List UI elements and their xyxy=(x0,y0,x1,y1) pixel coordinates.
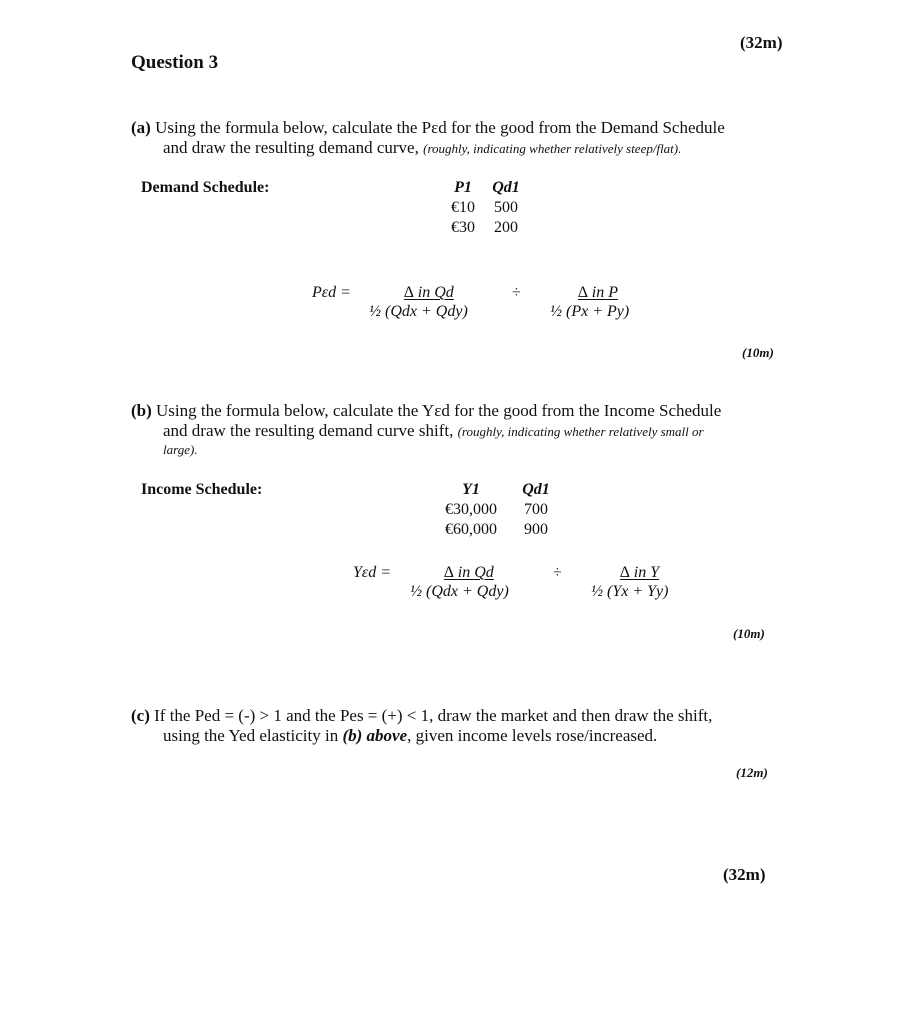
income-quantity-header: Qd1 xyxy=(522,481,550,498)
part-c-marks: (12m) xyxy=(736,765,768,780)
part-a-text1: Using the formula below, calculate the Pεd for the good from the Demand Schedule xyxy=(155,118,725,137)
part-c-text2-pre: using the Yed elasticity in xyxy=(163,726,339,745)
part-a-marks: (10m) xyxy=(742,345,774,360)
demand-price-2: €30 xyxy=(451,219,475,236)
income-value-2: €60,000 xyxy=(445,521,497,538)
yed-lhs: Yεd = xyxy=(353,564,391,581)
part-b-line1 xyxy=(131,401,721,421)
part-c-text2-ref: (b) above xyxy=(342,726,408,745)
part-b-note2: large). xyxy=(163,442,198,457)
yed-numerator-1: ∆ in Qd xyxy=(444,564,494,581)
income-column xyxy=(436,480,506,540)
demand-quantity-column xyxy=(486,178,526,238)
total-marks-bottom: (32m) xyxy=(723,865,766,884)
demand-price-1: €10 xyxy=(451,199,475,216)
ped-divide-sign: ÷ xyxy=(512,284,521,301)
demand-schedule-label: Demand Schedule: xyxy=(141,179,270,196)
part-c-line2 xyxy=(163,726,657,746)
income-quantity-column xyxy=(516,480,556,540)
part-b-label: (b) xyxy=(131,401,152,420)
income-quantity-1: 700 xyxy=(524,501,548,518)
part-c-text1: If the Ped = (-) > 1 and the Pes = (+) < 1, draw the market and then draw the shift, xyxy=(154,706,713,725)
part-b-note1: (roughly, indicating whether relatively small or xyxy=(457,424,704,439)
part-c-text2-post: , given income levels rose/increased. xyxy=(407,726,658,745)
part-a-line2 xyxy=(163,138,681,158)
demand-quantity-2: 200 xyxy=(494,219,518,236)
part-b-text1: Using the formula below, calculate the Yεd for the good from the Income Schedule xyxy=(156,401,722,420)
part-a-label: (a) xyxy=(131,118,151,137)
part-c-label: (c) xyxy=(131,706,150,725)
yed-denominator-2: ½ (Yx + Yy) xyxy=(591,583,669,600)
income-quantity-2: 900 xyxy=(524,521,548,538)
demand-header-price: P1 xyxy=(454,179,472,196)
ped-denominator-1: ½ (Qdx + Qdy) xyxy=(369,303,468,320)
part-c-line1 xyxy=(131,706,712,726)
ped-numerator-1: ∆ in Qd xyxy=(404,284,454,301)
part-a-line1 xyxy=(131,118,725,138)
ped-numerator-2: ∆ in P xyxy=(578,284,619,301)
yed-numerator-2: ∆ in Y xyxy=(620,564,660,581)
total-marks-top: (32m) xyxy=(740,33,783,52)
part-b-line2 xyxy=(163,421,704,441)
question-title: Question 3 xyxy=(131,52,219,73)
income-schedule-label: Income Schedule: xyxy=(141,481,263,498)
ped-lhs: Pεd = xyxy=(312,284,351,301)
yed-denominator-1: ½ (Qdx + Qdy) xyxy=(410,583,509,600)
part-b-text2: and draw the resulting demand curve shift, xyxy=(163,421,454,440)
yed-divide-sign: ÷ xyxy=(553,564,562,581)
part-a-note: (roughly, indicating whether relatively steep/flat). xyxy=(423,141,682,156)
ped-denominator-2: ½ (Px + Py) xyxy=(550,303,630,320)
demand-header-quantity: Qd1 xyxy=(492,179,520,196)
part-a-text2: and draw the resulting demand curve, xyxy=(163,138,419,157)
demand-quantity-1: 500 xyxy=(494,199,518,216)
demand-price-column xyxy=(436,178,490,238)
part-b-marks: (10m) xyxy=(733,626,765,641)
income-header: Y1 xyxy=(462,481,480,498)
income-value-1: €30,000 xyxy=(445,501,497,518)
